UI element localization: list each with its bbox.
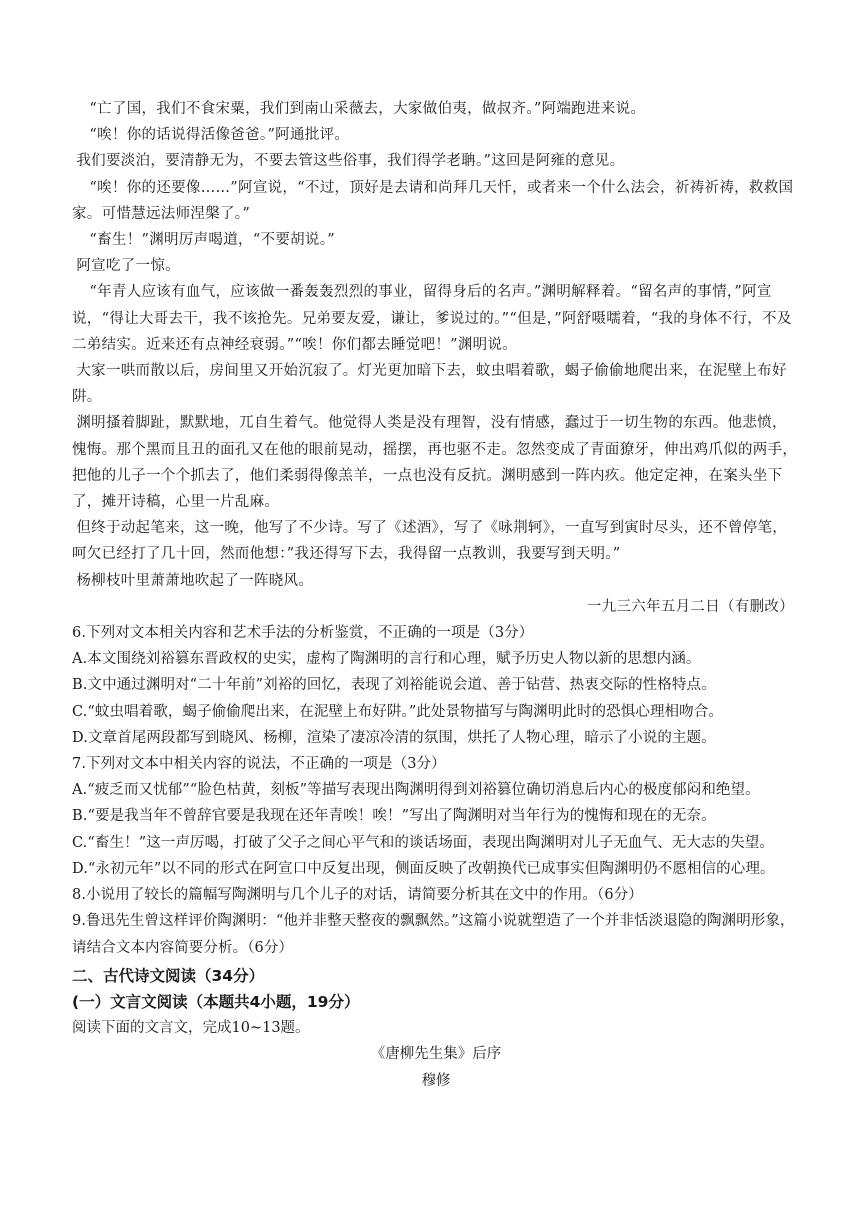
question-option: A.本文围绕刘裕篡东晋政权的史实，虚构了陶渊明的言行和心理，赋予历史人物以新的思想内涵。 xyxy=(72,651,701,668)
story-paragraph: 但终于动起笔来，这一晚，他写了不少诗。写了《述酒》，写了《咏荆轲》，一直写到寅时尽头，还不曾停笔，呵欠已经打了几十回，然而他想：”我还得写下去，我得留一点教训，我要写到天明。” xyxy=(72,520,788,563)
document-page xyxy=(72,96,800,1095)
story-paragraph: 阿宣吃了一惊。 xyxy=(76,258,180,275)
story-dateline: 一九三六年五月二日（有删改） xyxy=(586,598,794,615)
story-excerpt xyxy=(72,96,800,594)
question-stem-9: 9.鲁迅先生曾这样评价陶渊明：“他并非整天整夜的飘飘然。”这篇小说就塑造了一个并非恬淡退隐的陶渊明形象，请结合文本内容简要分析。（6分） xyxy=(72,913,795,956)
passage-title: 《唐柳先生集》后序 xyxy=(370,1045,502,1062)
question-option: D.文章首尾两段都写到晓风、杨柳，渲染了凄凉冷清的氛围，烘托了人物心理，暗示了小说的主题。 xyxy=(72,729,716,746)
subsection-heading: (一）文言文阅读（本题共4小题，19分） xyxy=(72,992,360,1011)
story-paragraph: 渊明搔着脚趾，默默地，兀自生着气。他觉得人类是没有理智，没有情感，蠢过于一切生物的东西。他悲愤，愧悔。那个黑而且丑的面孔又在他的眼前晃动，摇摆，再也驱不走。忽然变成了青面獠牙，伸出鸡爪似的两手，把他的儿子一个个抓去了，他们柔弱得像羔羊，一点也没有反抗。渊明感到一阵内疚。他定定神，在案头坐下了，摊开诗稿，心里一片乱麻。 xyxy=(72,415,798,511)
question-option: C.“畜生！”这一声厉喝，打破了父子之间心平气和的谈话场面，表现出陶渊明对儿子无血气、无大志的失望。 xyxy=(72,834,775,851)
story-paragraph: 大家一哄而散以后，房间里又开始沉寂了。灯光更加暗下去，蚊虫唱着歌，蝎子偷偷地爬出来，在泥壁上布好阱。 xyxy=(72,363,787,406)
story-paragraph: “唉！你的还要像……”阿宣说，“不过，顶好是去请和尚拜几天忏，或者来一个什么法会，祈祷祈祷，救救国家。可惜慧远法师涅槃了。” xyxy=(72,179,794,222)
question-stem-6: 6.下列对文本相关内容和艺术手法的分析鉴赏，不正确的一项是（3分） xyxy=(72,625,534,642)
question-option: B.“要是我当年不曾辞官要是我现在还年青唉！唉！”写出了陶渊明对当年行为的愧悔和现在的无奈。 xyxy=(72,808,716,825)
story-paragraph: 我们要淡泊，要清静无为，不要去管这些俗事，我们得学老聃。”这回是阿雍的意见。 xyxy=(76,153,625,170)
section-heading: 二、古代诗文阅读（34分） xyxy=(72,966,265,985)
story-paragraph: “年青人应该有血气，应该做一番轰轰烈烈的事业，留得身后的名声。”渊明解释着。“留名声的事情，”阿宣说，“得让大哥去干，我不该抢先。兄弟要友爱，谦让，爹说过的。”“但是，”阿舒嗫嚅着，“我的身体不行，不及二弟结实。近来还有点神经衰弱。”“唉！你们都去睡觉吧！”渊明说。 xyxy=(72,284,792,353)
question-stem-7: 7.下列对文本中相关内容的说法，不正确的一项是（3分） xyxy=(72,756,446,773)
story-paragraph: “亡了国，我们不食宋粟，我们到南山采薇去，大家做伯夷，做叔齐。”阿端跑进来说。 xyxy=(89,101,646,117)
reading-instruction: 阅读下面的文言文，完成10~13题。 xyxy=(72,1019,310,1036)
question-option: D.“永初元年”以不同的形式在阿宣口中反复出现，侧面反映了改朝换代已成事实但陶渊明仍不愿相信的心理。 xyxy=(72,860,775,877)
question-option: B.文中通过渊明对“二十年前”刘裕的回忆，表现了刘裕能说会道、善于钻营、热衷交际的性格特点。 xyxy=(72,677,716,694)
story-paragraph: 杨柳枝叶里萧萧地吹起了一阵晓风。 xyxy=(76,572,314,589)
question-option: A.“疲乏而又忧郁”“脸色枯黄，刻板”等描写表现出陶渊明得到刘裕篡位确切消息后内心的极度郁闷和绝望。 xyxy=(72,782,760,799)
passage-author: 穆修 xyxy=(421,1072,451,1089)
question-option: C.“蚊虫唱着歌，蝎子偷偷爬出来，在泥壁上布好阱。”此处景物描写与陶渊明此时的恐惧心理相吻合。 xyxy=(72,703,723,720)
question-list xyxy=(72,620,800,961)
story-paragraph: “畜生！”渊明厉声喝道，“不要胡说。” xyxy=(89,232,335,249)
question-stem-8: 8.小说用了较长的篇幅写陶渊明与几个儿子的对话，请简要分析其在文中的作用。（6分） xyxy=(72,887,643,904)
story-paragraph: “唉！你的话说得活像爸爸。”阿通批评。 xyxy=(89,127,350,144)
